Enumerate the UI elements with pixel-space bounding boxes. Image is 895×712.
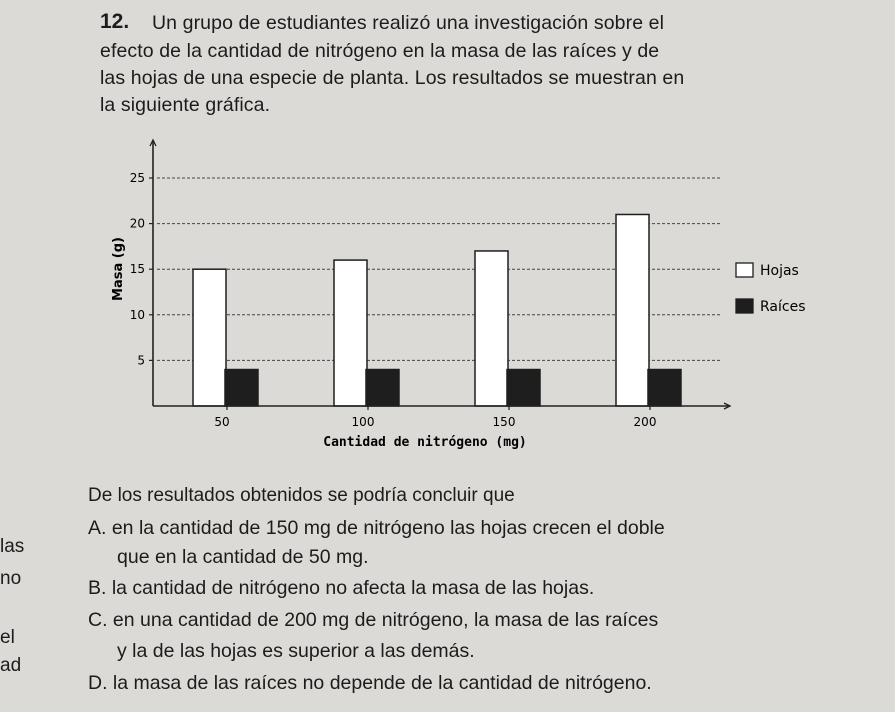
question-number: 12. <box>100 10 130 33</box>
margin-fragment: las <box>0 536 25 557</box>
question-line: efecto de la cantidad de nitrógeno en la masa de las raíces y de <box>100 40 660 62</box>
x-axis-label: Cantidad de nitrógeno (mg) <box>323 435 527 450</box>
bar-hojas <box>334 260 367 406</box>
legend-swatch-raíces <box>736 299 753 313</box>
y-tick-label: 20 <box>129 216 145 231</box>
bars <box>193 214 681 406</box>
legend-label-raíces: Raíces <box>760 299 806 315</box>
question-line: la siguiente gráfica. <box>100 94 271 116</box>
bar-hojas <box>193 269 226 406</box>
bar-raíces <box>366 370 399 406</box>
question-line: Un grupo de estudiantes realizó una investigación sobre el <box>152 12 665 34</box>
bar-raíces <box>648 370 681 406</box>
option-c-continuation: y la de las hojas es superior a las demás. <box>117 640 475 662</box>
bar-raíces <box>507 370 540 406</box>
x-tick-label: 50 <box>214 415 230 429</box>
option-b[interactable]: B. la cantidad de nitrógeno no afecta la masa de las hojas. <box>88 577 595 599</box>
y-tick-label: 25 <box>129 171 145 185</box>
bar-hojas <box>475 251 508 406</box>
margin-fragment: no <box>0 568 22 589</box>
bar-raíces <box>225 370 258 406</box>
legend-label-hojas: Hojas <box>760 263 799 279</box>
option-a[interactable]: A. en la cantidad de 150 mg de nitrógeno las hojas crecen el doble <box>88 517 665 539</box>
margin-fragment: ad <box>0 655 22 676</box>
x-tick-label: 100 <box>351 415 375 429</box>
x-tick-label: 150 <box>492 415 516 429</box>
option-d[interactable]: D. la masa de las raíces no depende de la cantidad de nitrógeno. <box>88 672 652 694</box>
question-line: las hojas de una especie de planta. Los resultados se muestran en <box>100 67 685 89</box>
y-tick-label: 10 <box>129 307 145 322</box>
y-tick-label: 5 <box>137 353 145 368</box>
legend-swatch-hojas <box>736 263 753 277</box>
legend <box>736 263 806 315</box>
y-tick-label: 15 <box>129 262 145 277</box>
margin-fragment: el <box>0 627 15 648</box>
option-c[interactable]: C. en una cantidad de 200 mg de nitrógeno, la masa de las raíces <box>88 609 659 631</box>
x-tick-label: 200 <box>633 415 657 429</box>
prompt-text: De los resultados obtenidos se podría concluir que <box>88 485 515 506</box>
y-axis-label: Masa (g) <box>111 237 126 301</box>
bar-hojas <box>616 214 649 406</box>
option-a-continuation: que en la cantidad de 50 mg. <box>117 546 369 568</box>
